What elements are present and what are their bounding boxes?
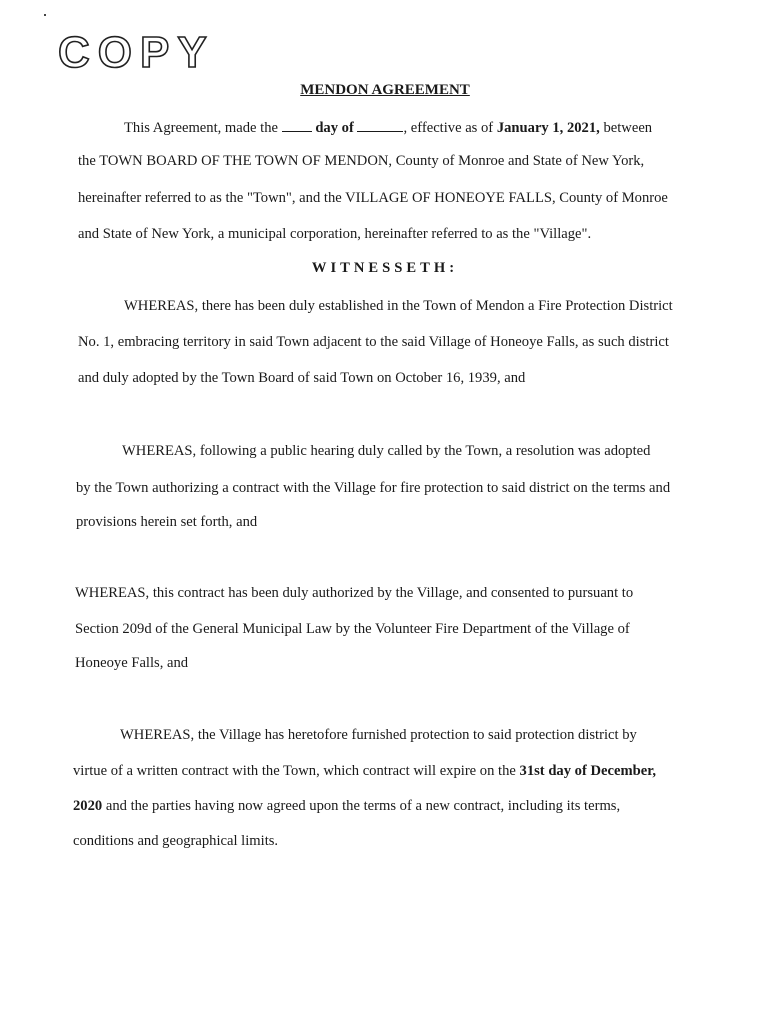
effective-label: , effective as of bbox=[403, 120, 494, 137]
month-blank bbox=[357, 118, 403, 132]
whereas2-line-3: provisions herein set forth, and bbox=[76, 514, 258, 530]
witnesseth-heading: WITNESSETH: bbox=[311, 260, 459, 276]
day-of-label: day of bbox=[315, 120, 354, 137]
expiry-date: 31st day of December, bbox=[519, 763, 656, 779]
whereas4-line-1: WHEREAS, the Village has heretofore furnished protection to said protection district by bbox=[120, 727, 637, 743]
whereas4-continuation: and the parties having now agreed upon the terms of a new contract, including its terms, bbox=[105, 798, 621, 814]
document-title: MENDON AGREEMENT bbox=[300, 82, 470, 98]
whereas3-line-1: WHEREAS, this contract has been duly authorized by the Village, and consented to pursuant to bbox=[75, 585, 634, 601]
whereas1-line-1: WHEREAS, there has been duly established in the Town of Mendon a Fire Protection District bbox=[124, 298, 673, 314]
copy-stamp: COPY bbox=[58, 28, 215, 77]
effective-date: January 1, 2021, bbox=[496, 120, 600, 137]
whereas3-line-2: Section 209d of the General Municipal Law by the Volunteer Fire Department of the Village of bbox=[75, 621, 630, 637]
whereas4-line-2 bbox=[73, 763, 656, 780]
whereas1-line-3: and duly adopted by the Town Board of said Town on October 16, 1939, and bbox=[78, 370, 526, 386]
whereas4-line-4: conditions and geographical limits. bbox=[73, 833, 279, 849]
between-label: between bbox=[603, 120, 653, 137]
whereas2-line-1: WHEREAS, following a public hearing duly called by the Town, a resolution was adopted bbox=[122, 443, 651, 459]
day-blank bbox=[282, 118, 312, 132]
preamble-line-3: hereinafter referred to as the "Town", and the VILLAGE OF HONEOYE FALLS, County of Monroe bbox=[78, 190, 668, 206]
whereas3-line-3: Honeoye Falls, and bbox=[75, 655, 189, 671]
expiry-year: 2020 bbox=[73, 798, 103, 814]
whereas4-text: virtue of a written contract with the Town, which contract will expire on the bbox=[73, 763, 516, 779]
preamble-line-4: and State of New York, a municipal corporation, hereinafter referred to as the "Village". bbox=[78, 226, 592, 242]
preamble-line-1 bbox=[124, 118, 652, 137]
scan-speck bbox=[44, 14, 46, 16]
preamble-text: This Agreement, made the bbox=[124, 120, 278, 137]
whereas2-line-2: by the Town authorizing a contract with the Village for fire protection to said district on the terms and bbox=[76, 480, 671, 496]
whereas4-line-3 bbox=[73, 798, 620, 815]
preamble-line-2: the TOWN BOARD OF THE TOWN OF MENDON, County of Monroe and State of New York, bbox=[78, 153, 645, 169]
whereas1-line-2: No. 1, embracing territory in said Town adjacent to the said Village of Honeoye Falls, as such district bbox=[78, 334, 669, 350]
